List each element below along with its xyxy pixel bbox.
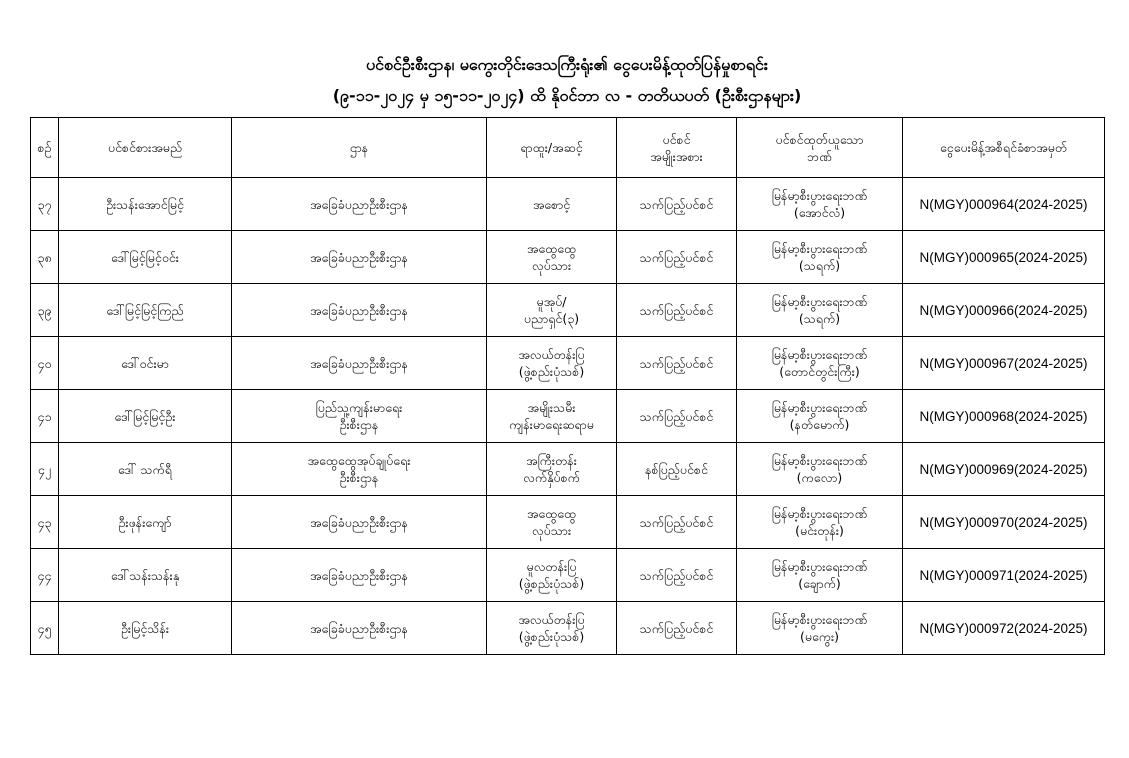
cell-order-no-text: N(MGY)000969(2024-2025): [919, 461, 1088, 477]
cell-order-no: [903, 602, 1105, 655]
cell-department: [232, 178, 487, 231]
cell-pension-type-text: နစ်ပြည့်ပင်စင်: [645, 461, 708, 477]
header-position-label: ရာထူး/အဆင့်: [520, 140, 583, 155]
cell-position-text: လက်နှိပ်စက်: [523, 470, 580, 485]
cell-bank-text: မြန်မာ့စီးပွားရေးဘဏ်: [771, 506, 868, 521]
cell-no: [31, 496, 59, 549]
pension-order-table: [30, 117, 1105, 655]
cell-position: [487, 178, 617, 231]
cell-name: [59, 496, 232, 549]
cell-order-no-text: N(MGY)000968(2024-2025): [919, 408, 1088, 424]
cell-order-no: [903, 443, 1105, 496]
cell-position: [487, 337, 617, 390]
cell-order-no: [903, 284, 1105, 337]
cell-position-text: (ဖွဲ့စည်းပုံသစ်): [518, 629, 585, 644]
header-bank: [737, 118, 903, 178]
cell-pension-type: [617, 602, 737, 655]
cell-pension-type-text: သက်ပြည့်ပင်စင်: [639, 355, 714, 371]
cell-position: [487, 602, 617, 655]
cell-position-text: အလယ်တန်းပြ: [518, 612, 585, 627]
cell-bank-text: (မကွေး): [799, 629, 840, 644]
cell-pension-type-text: သက်ပြည့်ပင်စင်: [639, 196, 714, 212]
cell-position-text: အကြီးတန်း: [526, 453, 577, 468]
cell-no-text: ၄၄: [37, 567, 52, 583]
cell-position: [487, 549, 617, 602]
table-row: [31, 337, 1105, 390]
header-name-label: ပင်စင်စားအမည်: [107, 140, 183, 155]
header-department-label: ဌာန: [349, 140, 369, 155]
cell-pension-type: [617, 284, 737, 337]
cell-pension-type: [617, 549, 737, 602]
cell-department-text: အခြေခံပညာဦးစီးဌာန: [310, 302, 408, 318]
cell-no-text: ၄၀: [37, 355, 52, 371]
cell-bank-text: (ကလော): [796, 470, 843, 485]
cell-bank: [737, 602, 903, 655]
cell-bank-text: (တောင်တွင်းကြီး): [779, 364, 860, 379]
cell-bank-text: မြန်မာ့စီးပွားရေးဘဏ်: [771, 347, 868, 362]
cell-name: [59, 443, 232, 496]
cell-department-text: အခြေခံပညာဦးစီးဌာန: [310, 567, 408, 583]
cell-department-text: အခြေခံပညာဦးစီးဌာန: [310, 514, 408, 530]
cell-order-no: [903, 549, 1105, 602]
cell-position-text: ကျန်းမာရေးဆရာမ: [509, 417, 594, 432]
header-bank-label-1: ပင်စင်ထုတ်ယူသော: [775, 131, 864, 147]
cell-position-text: (ဖွဲ့စည်းပုံသစ်): [518, 364, 585, 379]
cell-bank-text: (အောင်လံ): [793, 205, 846, 220]
cell-name-text: ဒေါ်သန်းသန်းနု: [110, 567, 180, 583]
cell-position-text: (ဖွဲ့စည်းပုံသစ်): [518, 576, 585, 591]
cell-pension-type: [617, 496, 737, 549]
cell-no-text: ၃၈: [37, 249, 52, 265]
cell-order-no-text: N(MGY)000971(2024-2025): [919, 567, 1088, 583]
cell-pension-type: [617, 337, 737, 390]
cell-no: [31, 443, 59, 496]
cell-no-text: ၃၇: [37, 196, 52, 212]
table-row: [31, 178, 1105, 231]
cell-name-text: ဒေါ် သက်ရီ: [118, 461, 172, 477]
cell-bank-text: မြန်မာ့စီးပွားရေးဘဏ်: [771, 453, 868, 468]
cell-no-text: ၃၉: [37, 302, 52, 318]
cell-department: [232, 337, 487, 390]
cell-department-text: အခြေခံပညာဦးစီးဌာန: [310, 355, 408, 371]
header-order-no-label: ငွေပေးမိန့်အစီရင်ခံစာအမှတ်: [939, 140, 1068, 155]
cell-position-text: အစောင့်: [532, 196, 571, 212]
cell-department-text: အခြေခံပညာဦးစီးဌာန: [310, 249, 408, 265]
header-position: [487, 118, 617, 178]
cell-name-text: ဒေါ်မြင့်မြင့်ဝင်း: [111, 249, 179, 265]
cell-bank-text: (သရက်): [798, 258, 841, 273]
cell-pension-type: [617, 231, 737, 284]
cell-order-no: [903, 390, 1105, 443]
cell-pension-type-text: သက်ပြည့်ပင်စင်: [639, 408, 714, 424]
cell-order-no-text: N(MGY)000967(2024-2025): [919, 355, 1088, 371]
cell-no: [31, 337, 59, 390]
cell-position: [487, 231, 617, 284]
cell-position-text: အထွေထွေ: [526, 241, 577, 256]
cell-department: [232, 549, 487, 602]
cell-bank-text: မြန်မာ့စီးပွားရေးဘဏ်: [771, 241, 868, 256]
cell-position-text: အထွေထွေ: [526, 506, 577, 521]
table-row: [31, 549, 1105, 602]
cell-bank-text: (နတ်မောက်): [789, 417, 850, 432]
cell-bank-text: မြန်မာ့စီးပွားရေးဘဏ်: [771, 294, 868, 309]
cell-department: [232, 231, 487, 284]
cell-department-text: ဦးစီးဌာန: [339, 417, 379, 432]
cell-name: [59, 337, 232, 390]
cell-position: [487, 284, 617, 337]
cell-name: [59, 178, 232, 231]
cell-position-text: ပညာရှင်(၃): [523, 311, 580, 326]
cell-pension-type: [617, 390, 737, 443]
cell-name-text: ဦးသန်းအောင်မြင့်: [106, 196, 184, 212]
cell-position-text: အလယ်တန်းပြ: [518, 347, 585, 362]
cell-bank-text: မြန်မာ့စီးပွားရေးဘဏ်: [771, 559, 868, 574]
cell-order-no-text: N(MGY)000972(2024-2025): [919, 620, 1088, 636]
cell-no: [31, 602, 59, 655]
cell-department: [232, 443, 487, 496]
header-pension-type-label-2: အမျိုးအစား: [650, 148, 703, 164]
cell-no-text: ၄၅: [37, 620, 52, 636]
cell-name-text: ဒေါ်မြင့်မြင့်ဦး: [114, 408, 176, 424]
cell-order-no: [903, 178, 1105, 231]
cell-bank-text: (သရက်): [798, 311, 841, 326]
cell-order-no: [903, 231, 1105, 284]
cell-no: [31, 231, 59, 284]
table-row: [31, 443, 1105, 496]
cell-no-text: ၄၂: [37, 461, 52, 477]
cell-department-text: ဦးစီးဌာန: [339, 470, 379, 485]
cell-position-text: မူလတန်းပြ: [526, 559, 577, 574]
cell-bank: [737, 443, 903, 496]
table-row: [31, 602, 1105, 655]
cell-bank: [737, 549, 903, 602]
cell-name: [59, 231, 232, 284]
cell-bank: [737, 496, 903, 549]
cell-position-text: အမျိုးသမီး: [527, 400, 576, 415]
cell-department-text: အခြေခံပညာဦးစီးဌာန: [310, 196, 408, 212]
header-department: [232, 118, 487, 178]
cell-department: [232, 390, 487, 443]
cell-bank: [737, 390, 903, 443]
cell-no: [31, 178, 59, 231]
header-name: [59, 118, 232, 178]
cell-bank: [737, 231, 903, 284]
cell-position-text: မူအုပ်/: [536, 294, 567, 309]
cell-name-text: ဦးမြင့်သိန်း: [120, 620, 169, 636]
cell-pension-type: [617, 443, 737, 496]
cell-pension-type-text: သက်ပြည့်ပင်စင်: [639, 620, 714, 636]
cell-pension-type-text: သက်ပြည့်ပင်စင်: [639, 567, 714, 583]
table-row: [31, 390, 1105, 443]
cell-department: [232, 496, 487, 549]
cell-name: [59, 549, 232, 602]
cell-pension-type: [617, 178, 737, 231]
cell-pension-type-text: သက်ပြည့်ပင်စင်: [639, 514, 714, 530]
cell-order-no-text: N(MGY)000965(2024-2025): [919, 249, 1088, 265]
cell-name-text: ဒေါ်မြင့်မြင့်ကြည်: [106, 302, 184, 318]
table-row: [31, 284, 1105, 337]
document-subtitle: (၉-၁၁-၂၀၂၄ မှ ၁၅-၁၁-၂၀၂၄) ထိ နိုဝင်ဘာ လ - တတိယပတ် (ဦးစီးဌာနများ): [332, 86, 802, 105]
cell-no: [31, 549, 59, 602]
cell-pension-type-text: သက်ပြည့်ပင်စင်: [639, 302, 714, 318]
cell-name-text: ဒေါ်ဝင်းမာ: [121, 355, 169, 371]
cell-bank-text: (မင်းတုန်း): [795, 523, 844, 538]
table-row: [31, 496, 1105, 549]
cell-no: [31, 390, 59, 443]
cell-position-text: လုပ်သား: [531, 258, 572, 273]
cell-no-text: ၄၁: [37, 408, 52, 424]
cell-bank: [737, 337, 903, 390]
cell-department-text: အခြေခံပညာဦးစီးဌာန: [310, 620, 408, 636]
cell-bank: [737, 178, 903, 231]
cell-bank-text: မြန်မာ့စီးပွားရေးဘဏ်: [771, 612, 868, 627]
cell-position: [487, 443, 617, 496]
cell-position: [487, 390, 617, 443]
cell-department-text: ပြည်သူ့ကျန်းမာရေး: [315, 400, 403, 415]
cell-no: [31, 284, 59, 337]
cell-order-no-text: N(MGY)000970(2024-2025): [919, 514, 1088, 530]
cell-bank-text: မြန်မာ့စီးပွားရေးဘဏ်: [771, 188, 868, 203]
cell-position: [487, 496, 617, 549]
cell-department-text: အထွေထွေအုပ်ချုပ်ရေး: [307, 453, 411, 468]
header-order-no: [903, 118, 1105, 178]
cell-department: [232, 602, 487, 655]
cell-department: [232, 284, 487, 337]
cell-bank: [737, 284, 903, 337]
cell-name: [59, 390, 232, 443]
cell-order-no: [903, 337, 1105, 390]
header-pension-type-label-1: ပင်စင်: [662, 131, 691, 147]
document-title: ပင်စင်ဦးစီးဌာန၊ မကွေးတိုင်းဒေသကြီးရုံး၏ ငွေပေးမိန့်ထုတ်ပြန်မှုစာရင်း: [366, 55, 768, 74]
header-bank-label-2: ဘဏ်: [807, 148, 832, 164]
header-pension-type: [617, 118, 737, 178]
cell-order-no-text: N(MGY)000964(2024-2025): [919, 196, 1088, 212]
cell-position-text: လုပ်သား: [531, 523, 572, 538]
cell-no-text: ၄၃: [37, 514, 52, 530]
cell-name-text: ဦးဖုန်းကျော်: [118, 514, 172, 530]
cell-order-no-text: N(MGY)000966(2024-2025): [919, 302, 1088, 318]
table-header-row: [31, 118, 1105, 178]
header-no-label: စဉ်: [37, 140, 52, 155]
header-no: [31, 118, 59, 178]
cell-bank-text: (ချောက်): [798, 576, 841, 591]
cell-name: [59, 602, 232, 655]
cell-pension-type-text: သက်ပြည့်ပင်စင်: [639, 249, 714, 265]
table-body: [31, 178, 1105, 655]
cell-order-no: [903, 496, 1105, 549]
cell-name: [59, 284, 232, 337]
cell-bank-text: မြန်မာ့စီးပွားရေးဘဏ်: [771, 400, 868, 415]
table-row: [31, 231, 1105, 284]
